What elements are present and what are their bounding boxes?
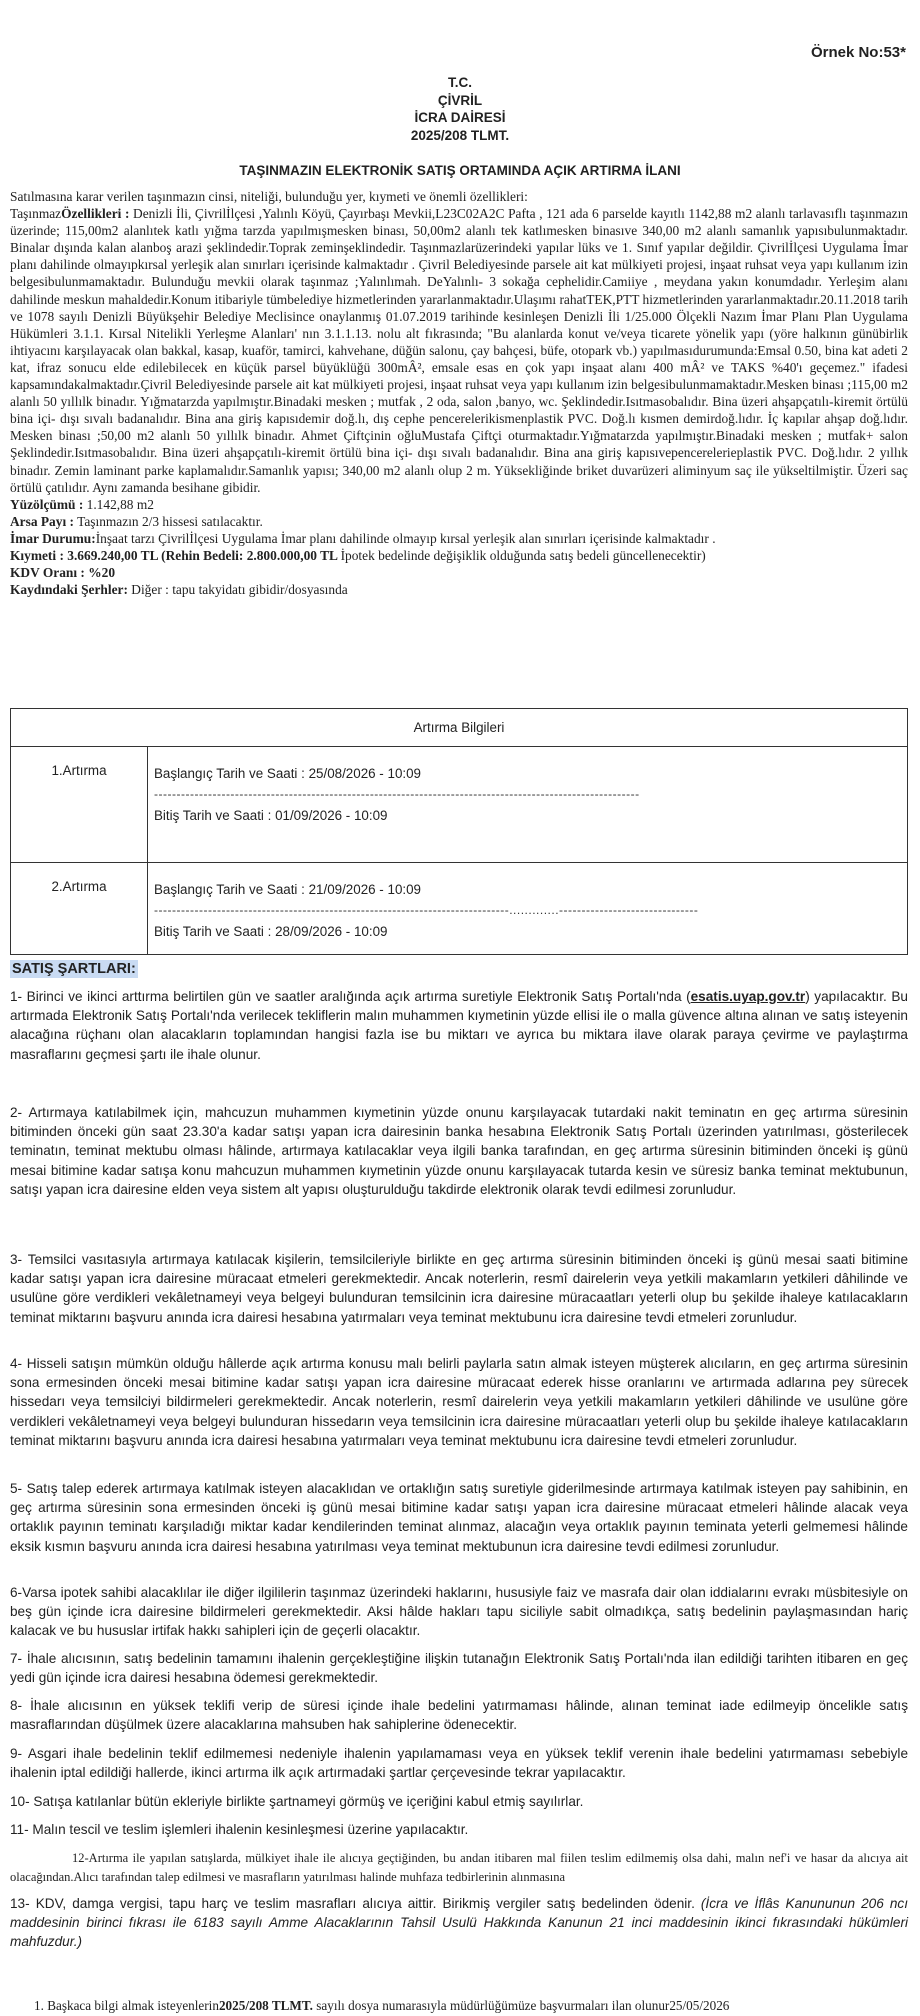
- header-line-tc: T.C.: [447, 75, 472, 90]
- arsa-label: Arsa Payı :: [10, 513, 74, 529]
- ozellik-paragraph: [10, 205, 908, 496]
- kdv-label: KDV Oranı : %20: [10, 565, 116, 581]
- sart-5: 5- Satış talep ederek artırmaya katılmak isteyen alacaklıdan ve ortaklığın satış suretiyle giderilmesinde artırmaya katılmak isteyen pay sahibinin, en geç artırma süresinin sona ermesinden önceki iş günü mesai bitimine kadar satışı yapan icra dairesine müracaat etmeleri hâlinde alacak veya ortaklık payının teminatı karşıladığı miktar kadar kendilerinden teminat alınmaz, alacağın veya ortaklık payının teminata yeterli gelmemesi hâlinde eksik kısmın başvuru anında icra dairesi hesabına yatırılması veya teminat mektubunun icra dairesine tevdi edilmesi zorunludur.: [10, 1481, 908, 1554]
- imar-label: İmar Durumu:: [10, 530, 96, 546]
- artirma-table-title: Artırma Bilgileri: [11, 709, 908, 747]
- sart-10: 10- Satışa katılanlar bütün ekleriyle birlikte şartnameyi görmüş ve içeriğini kabul etmiş sayılırlar.: [10, 1794, 584, 1809]
- sart-8: 8- İhale alıcısının en yüksek teklifi verip de süresi içinde ihale bedelini yatırmaması hâlinde, alınan teminat iade edilmeyip öncelikle satış masraflarından düşülmek üzere alacaklarına mahsuben hak sahiplerine ödenecektir.: [10, 1698, 908, 1733]
- artirma-start: Başlangıç Tarih ve Saati : 21/09/2026 - 10:09: [154, 882, 422, 897]
- esatis-link[interactable]: esatis.uyap.gov.tr: [690, 989, 806, 1004]
- artirma-row-label: 1.Artırma: [11, 747, 148, 863]
- kdv-line: [10, 564, 908, 581]
- sart-1: [10, 987, 908, 1064]
- ornek-no: Örnek No:53*: [810, 44, 906, 61]
- serh-line: [10, 581, 908, 598]
- closing-file-no: 2025/208 TLMT.: [218, 1998, 313, 2013]
- yuzolcumu-value: 1.142,88 m2: [83, 496, 154, 512]
- artirma-start: Başlangıç Tarih ve Saati : 25/08/2026 - 10:09: [154, 766, 422, 781]
- sart-1-text-a: 1- Birinci ve ikinci arttırma belirtilen gün ve saatler aralığında açık artırma suretiyle Elektronik Satış Portalı'nda (: [10, 989, 691, 1004]
- sart-13-legal-note: (İcra ve İflâs Kanununun 206 ncı maddesinin birinci fıkrası ile 6183 sayılı Amme Alacaklarının Tahsil Usulü Hakkında Kanunun 21 inci maddesinin ikinci fıkrasındaki hükümleri mahfuzdur.): [10, 1896, 908, 1950]
- yuzolcumu-line: [10, 496, 908, 513]
- sart-13-text: 13- KDV, damga vergisi, tapu harç ve teslim masrafları alıcıya aittir. Birikmiş vergiler satış bedelinden ödenir.: [10, 1896, 701, 1911]
- arsa-line: [10, 513, 908, 530]
- arsa-value: Taşınmazın 2/3 hissesi satılacaktır.: [73, 513, 263, 529]
- closing-suffix: sayılı dosya numarasıyla müdürlüğümüze başvurmaları ilan olunur25/05/2026: [312, 1998, 730, 2013]
- header-line-office: İCRA DAİRESİ: [414, 110, 506, 125]
- ozellik-prefix: Taşınmaz: [10, 206, 62, 222]
- imar-line: [10, 530, 908, 547]
- ozellik-label: Özellikleri :: [61, 206, 130, 222]
- serh-value: Diğer : tapu takyidatı gibidir/dosyasında: [127, 582, 348, 598]
- sart-6: 6-Varsa ipotek sahibi alacaklılar ile diğer ilgililerin taşınmaz üzerindeki haklarını, hususiyle faiz ve masrafa dair olan iddialarını evrakı müsbitesiyle on beş gün içinde icra dairesine bildirmeleri gerekmektedir. Aksi hâlde hakları tapu siciliyle sabit olmadıkça, satış bedelinin paylaşmasından hariç kalacak ve bu hususlar irtifak hakkı sahipleri için de geçerli olacaktır.: [10, 1585, 908, 1639]
- kiymet-line: [10, 547, 908, 564]
- artirma-separator: -------------------------------------------------------------------------------.............-------------------------------: [154, 903, 699, 917]
- closing-prefix: 1. Başkaca bilgi almak isteyenlerin: [34, 1998, 219, 2013]
- header-line-city: ÇİVRİL: [437, 92, 483, 108]
- ozellik-text: Denizli İli, Çivrilİlçesi ,Yalınlı Köyü, Çayırbaşı Mevkii,L23C02A2C Pafta , 121 ada 6 parselde kayıtlı 1142,88 m2 alanlı tarlavasıflı taşınmazın üzerinde; 115,00m2 alanlıtek katlı yığma tarzda yapılmışmesken binası, 50,00m2 alanlı tek katlımesken binasıve 340,00 m2 alanlı samanlık yapısıbulunmaktadır. Binalar dışında kalan alanboş arazi şeklindedir.Toprak zeminşeklindedir. Taşınmazlarüzerindeki yapılar lüks ve 1. Sınıf yapılar değildir. Çivrilİlçesi Uygulama İmar planı dahilinde olmayıpkırsal yerleşik alan sınırları içerisinde kalmaktadır . Çivril Belediyesinde parsele ait kat mülkiyeti projesi, inşaat ruhsat veya yapı kullanım izin belgesibulunmamaktadır. Bulunduğu mevkii olarak taşınmaz ;Yalınlımah. DeYalınlı- 3 sokağa cephelidir.Camiiye , meydana yakın konumdadır. Yerleşim alanı dahilinde meskun mahaldedir.Konum itibariyle tümbelediye hizmetlerinden yararlanmaktadır.Ulaşımı rahatTEK,PTT hizmetlerinden yararlanmaktadır.20.11.2018 tarih ve 1078 sayılı Denizli Büyükşehir Belediye Meclisince onaylanmış 01.07.2019 tarihinde kesinleşen Denizli İli 1/25.000 Ölçekli Nazım İmar Planı Plan Uygulama Hükümleri 3.1.1. Kırsal Nitelikli Yerleşme Alanları' nın 3.1.1.13. nolu alt fıkrasında; "Bu alanlarda konut ve/veya ticarete yönelik yapı (yöre halkının günübirlik ihtiyacını karşılayacak olan bakkal, kasap, kuaför, tamirci, kahvehane, düğün salonu, çay bahçesi, büfe, otopark vb.) yapılmasıdurumunda:Emsal 0.50, bina kat adeti 2 kat, ifraz sonucu elde edilebilecek en küçük parsel büyüklüğü 300mÂ², emsale esas en çok yapı inşaat alanı 400 mÂ² ve TAKS %40'ı geçemez." ifadesi kapsamındakalmaktadır.Çivril Belediyesinde parsele ait kat mülkiyeti projesi, inşaat ruhsat veya yapı kullanım izin belgesibulunmamaktadır.Mesken binası ;115,00 m2 alanlı 50 yıllılk binadır. Yığmatarzda yapılmıştır.Binadaki mesken ; mutfak , 2 oda, salon ,banyo, wc. Şeklindedir.Isıtmasobalıdır. Bina üzeri ahşapçatılı-kiremit örtülü bina içi- dışı sıvalı badanalıdır. Bina ana giriş kapısıdemir doğ.lı, dış cephe pencerelerikismenplastik PVC. Doğ.lı kısmen demirdoğ.lıdır. İç kapılar ahşap doğ.lıdır. Mesken binası ;50,00 m2 alanlı 50 yıllılk binadır. Ahmet Çiftçinin oğluMustafa Çiftçi oturmaktadır.Yığmatarzda yapılmıştır.Binadaki mesken ; mutfak+ salon Şeklindedir.Isıtmasobalıdır. Bina üzeri ahşapçatılı-kiremit örtülü bina içi- dışı sıvalı badanalıdır. Bina ana giriş kapısıvepencerelerieplastik PVC. Doğ.lıdır. 2 yıllık binadır. Zemin laminant parke kaplamalıdır.Samanlık yapısı; 340,00 m2 alanlı olup 2 m. Yüksekliğinde briket duvarüzeri aliminyum saç ile yükseltilmiştir. Üzeri saç örtülü çatılıdır. Aynı zamanda besihane gibidir.: [10, 206, 908, 495]
- sart-11: 11- Malın tescil ve teslim işlemleri ihalenin kesinleşmesi üzerine yapılacaktır.: [10, 1822, 469, 1837]
- sart-7: 7- İhale alıcısının, satış bedelinin tamamını ihalenin gerçekleştiğine ilişkin tutanağın Elektronik Satış Portalı'nda ilan edildiği tarihten itibaren en geç yedi gün içinde icra dairesi hesabına ödemesi gerekmektedir.: [10, 1651, 908, 1686]
- sartlar-title: SATIŞ ŞARTLARI:: [12, 961, 136, 977]
- property-details: [10, 188, 908, 598]
- artirma-separator: ------------------------------------------------------------------------------------------------------------: [154, 787, 640, 801]
- closing-line: [34, 1998, 729, 2014]
- artirma-row-label: 2.Artırma: [11, 863, 148, 955]
- sart-12: 12-Artırma ile yapılan satışlarda, mülkiyet ihale ile alıcıya geçtiğinden, bu andan itibaren mal fiilen teslim edilmemiş olsa dahi, malın nef'i ve hasar da alıcıya ait olacağından.Alıcı tarafından talep edilmesi ve masrafların yatırılması halinde muhfaza tedbirlerinin alınmasına: [10, 1851, 908, 1884]
- artirma-row-dates: [148, 863, 908, 955]
- sart-1-text-b: ) yapılacaktır. Bu artırmada Elektronik Satış Portalı'nda verilecek tekliflerin malın muhammen kıymetinin yüzde ellisi ile o malla güvence altına alınan ve satış isteyenin alacağına rüçhanı olan alacakların toplamından hangisi fazla ise bu miktarı ve ayrıca bu miktara ilave olarak paraya çevirme ve paylaştırma masraflarını geçmesi şartı ile ihale olunur.: [10, 989, 908, 1062]
- yuzolcumu-label: Yüzölçümü :: [10, 496, 84, 512]
- header-line-file: 2025/208 TLMT.: [410, 127, 510, 143]
- artirma-row-dates: [148, 747, 908, 863]
- header-block: [0, 74, 920, 144]
- kiymet-label: Kıymeti : 3.669.240,00 TL (Rehin Bedeli: 2.800.000,00 TL: [10, 547, 341, 563]
- serh-label: Kaydındaki Şerhler:: [10, 582, 128, 598]
- sart-3: 3- Temsilci vasıtasıyla artırmaya katılacak kişilerin, temsilcileriyle birlikte en geç artırma süresinin bitiminden önceki iş günü mesai saati bitimine kadar satışı yapan icra dairesine müracaat etmeleri gerekmektedir. Ancak noterlerin, resmî dairelerin veya yetkili makamların yetkileri dâhilinde ve usulüne göre verdikleri vekâletnameyi veya belgeyi bulunduran temsilcinin icra dairesine müracaatları yeterli olup bu şekilde ihaleye katılacakların teminat miktarını başvuru anında icra dairesi hesabına yatırmaları veya teminat mektubunu icra dairesine tevdi etmeleri zorunludur.: [10, 1252, 908, 1325]
- ilan-title: TAŞINMAZIN ELEKTRONİK SATIŞ ORTAMINDA AÇIK ARTIRMA İLANI: [239, 163, 681, 178]
- kiymet-note: İpotek bedelinde değişiklik olduğunda satış bedeli güncellenecektir): [340, 547, 706, 563]
- sart-4: 4- Hisseli satışın mümkün olduğu hâllerde açık artırma konusu malı belirli paylarla satın almak isteyen müşterek alıcıların, en geç artırma süresinin sona ermesinden önceki mesai bitimine kadar satışı yapan icra dairesine müracaat ederek hisse oranlarını ve artırmada adlarına pey sürecek hissedarı veya temsilciyi bildirmeleri gerekmektedir. Ancak noterlerin, resmî dairelerin veya yetkili makamların yetkileri dâhilinde ve usulüne göre verdikleri vekâletnameyi veya belgeyi bulunduran hissedarın veya temsilcinin icra dairesine müracaatları yeterli olup bu şekilde ihaleye katılacakların teminat miktarını başvuru anında icra dairesi hesabına yatırmaları veya teminat mektubunu icra dairesine tevdi etmeleri zorunludur.: [10, 1356, 908, 1448]
- artirma-end: Bitiş Tarih ve Saati : 28/09/2026 - 10:09: [154, 924, 388, 939]
- artirma-end: Bitiş Tarih ve Saati : 01/09/2026 - 10:09: [154, 808, 388, 823]
- intro-text: Satılmasına karar verilen taşınmazın cinsi, niteliği, bulunduğu yer, kıymeti ve önemli özellikleri:: [10, 189, 528, 204]
- sart-9: 9- Asgari ihale bedelinin teklif edilmemesi nedeniyle ihalenin yapılamaması veya en yüksek teklif verenin ihale bedelini yatırmaması sebebiyle ihalenin iptal edildiği hallerde, ikinci artırma ilk açık artırmadaki şartlar çerçevesinde tekrar yapılacaktır.: [10, 1746, 908, 1781]
- imar-value: İnşaat tarzı Çivrilİlçesi Uygulama İmar planı dahilinde olmayıp kırsal yerleşik alan sınırları içerisinde kalmaktadır .: [95, 530, 716, 546]
- artirma-table: [10, 708, 908, 955]
- sart-2: 2- Artırmaya katılabilmek için, mahcuzun muhammen kıymetinin yüzde onunu karşılayacak tutardaki nakit teminatın en geç artırma süresinin bitiminden önceki gün saat 23.30'a kadar satışı yapan icra dairesinin banka hesabına Elektronik Satış Portalı üzerinden yatırılması, gösterilecek teminatın, teminat mektubu olması hâlinde, artırmaya katılacaklar veya ilgili banka tarafından, en geç artırma süresinin bitiminden önceki iş günü mesai bitimine kadar satışa konu mahcuzun muhammen kıymetinin yüzde onunu karşılayacak tutarda kesin ve süresiz banka teminat mektubunun, satışı yapan icra dairesine elden veya sistem alt yapısı oluşturulduğu takdirde elektronik olarak tevdi edilmesi zorunludur.: [10, 1105, 908, 1197]
- sart-13: [10, 1894, 908, 1952]
